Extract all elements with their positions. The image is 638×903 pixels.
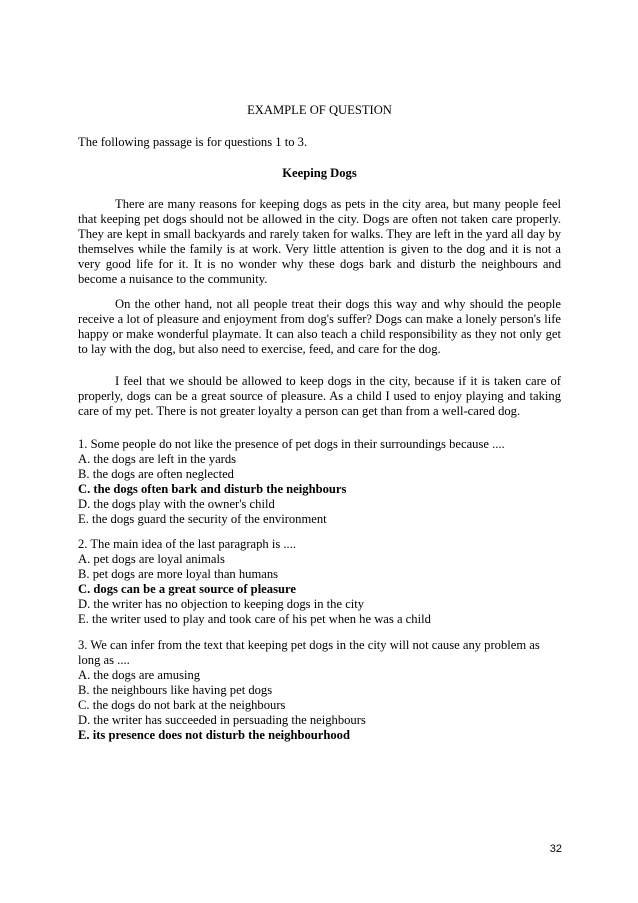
document-page xyxy=(78,0,561,903)
answer-option-d: D. the writer has no objection to keeping dogs in the city xyxy=(78,597,365,611)
answer-option-a: A. the dogs are amusing xyxy=(78,668,201,682)
passage-paragraph-3: I feel that we should be allowed to keep dogs in the city, because if it is taken care of properly, dogs can be a great source of pleasure. As a child I used to enjoy playing and taking care of my pet. There is not greater loyalty a person can get than from a well-cared dog. xyxy=(78,374,561,418)
question-stem: 1. Some people do not like the presence of pet dogs in their surroundings because .... xyxy=(78,437,505,451)
answer-option-a: A. pet dogs are loyal animals xyxy=(78,552,225,566)
question-stem: 3. We can infer from the text that keeping pet dogs in the city will not cause any problem as long as .... xyxy=(78,638,540,667)
passage-instruction: The following passage is for questions 1 to 3. xyxy=(78,135,308,149)
question-stem: 2. The main idea of the last paragraph is .... xyxy=(78,537,296,551)
answer-option-a: A. the dogs are left in the yards xyxy=(78,452,237,466)
passage-title: Keeping Dogs xyxy=(282,166,357,180)
answer-option-e-correct: E. its presence does not disturb the neighbourhood xyxy=(78,728,350,742)
answer-option-b: B. the neighbours like having pet dogs xyxy=(78,683,273,697)
passage-paragraph-2: On the other hand, not all people treat their dogs this way and why should the people receive a lot of pleasure and enjoyment from dog's suffer? Dogs can make a lonely person's life happy or make wonderful playmate. It can also teach a child responsibility as they not only get to lay with the dog, but also need to exercise, feed, and care for the dog. xyxy=(78,297,561,356)
answer-option-d: D. the writer has succeeded in persuading the neighbours xyxy=(78,713,366,727)
page-number: 32 xyxy=(549,843,562,855)
answer-option-c-correct: C. the dogs often bark and disturb the neighbours xyxy=(78,482,347,496)
answer-option-c: C. the dogs do not bark at the neighbours xyxy=(78,698,286,712)
page-heading: EXAMPLE OF QUESTION xyxy=(247,103,392,117)
question-1 xyxy=(78,437,561,527)
answer-option-c-correct: C. dogs can be a great source of pleasure xyxy=(78,582,296,596)
answer-option-e: E. the writer used to play and took care of his pet when he was a child xyxy=(78,612,431,626)
question-3 xyxy=(78,638,561,743)
answer-option-d: D. the dogs play with the owner's child xyxy=(78,497,275,511)
question-2 xyxy=(78,537,561,627)
answer-option-b: B. pet dogs are more loyal than humans xyxy=(78,567,279,581)
answer-option-e: E. the dogs guard the security of the environment xyxy=(78,512,327,526)
passage-paragraph-1: There are many reasons for keeping dogs as pets in the city area, but many people feel that keeping pet dogs should not be allowed in the city. Dogs are often not taken care properly. They are kept in small backyards and rarely taken for walks. They are left in the yard all day by themselves while the family is at work. Very little attention is given to the dog and it is not a very good life for it. It is no wonder why these dogs bark and disturb the neighbours and become a nuisance to the community. xyxy=(78,197,561,286)
answer-option-b: B. the dogs are often neglected xyxy=(78,467,234,481)
